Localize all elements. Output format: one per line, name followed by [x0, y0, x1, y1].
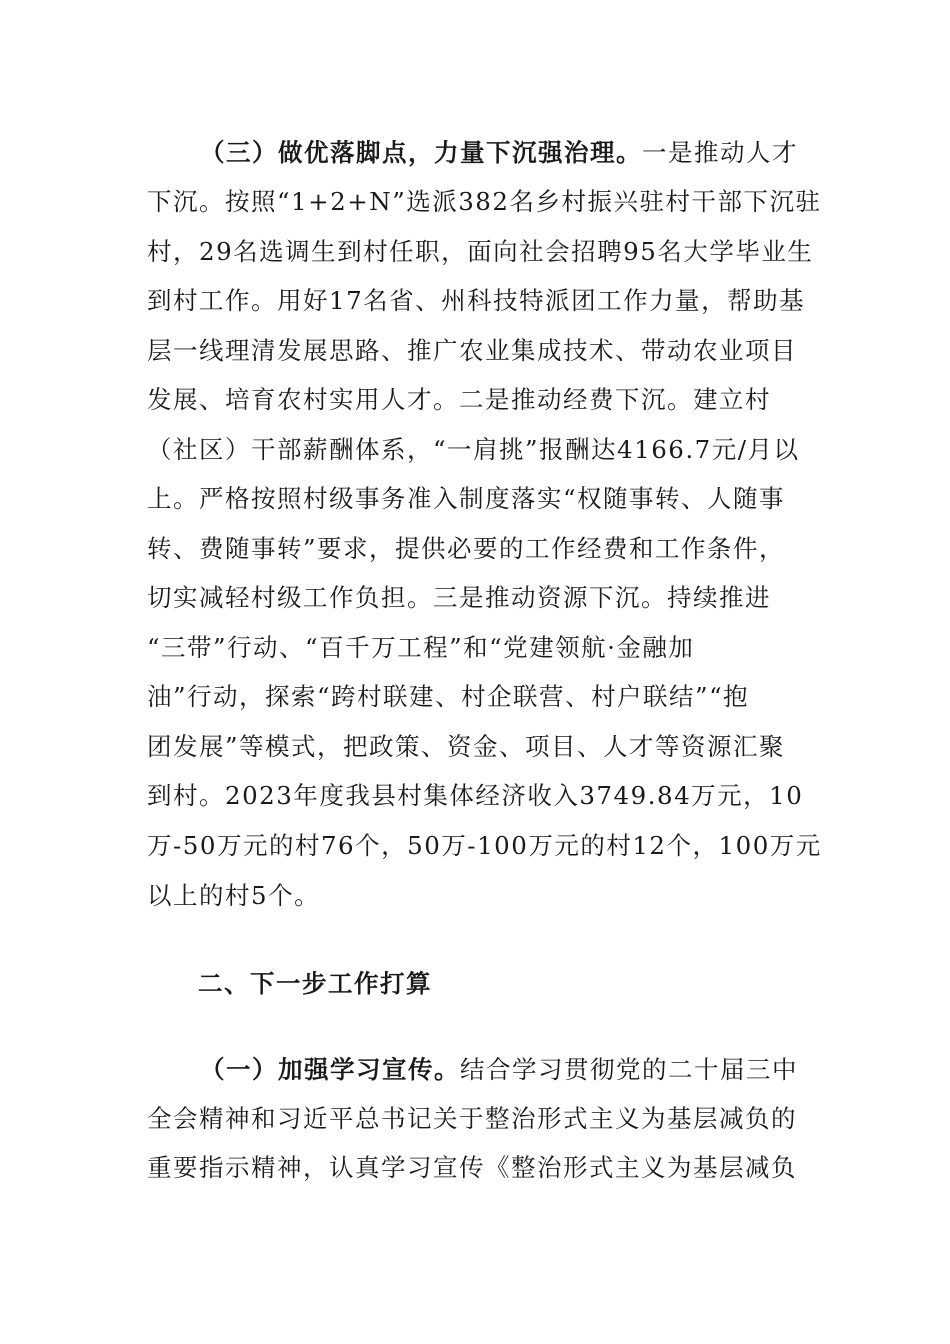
part-heading: 二、下一步工作打算 [198, 969, 432, 998]
paragraph-line: 村，29名选调生到村任职，面向社会招聘95名大学毕业生 [147, 237, 814, 266]
paragraph-line: 发展、培育农村实用人才。二是推动经费下沉。建立村 [147, 385, 771, 414]
paragraph-line: 油”行动，探索“跨村联建、村企联营、村户联结”“抱 [147, 682, 750, 711]
subsection-heading: （一）加强学习宣传。 [200, 1055, 460, 1084]
paragraph-line: 到村工作。用好17名省、州科技特派团工作力量，帮助基 [147, 286, 806, 315]
paragraph-line: 到村。2023年度我县村集体经济收入3749.84万元，10 [147, 781, 804, 810]
paragraph-line: 全会精神和习近平总书记关于整治形式主义为基层减负的 [147, 1104, 797, 1133]
paragraph-line: 重要指示精神，认真学习宣传《整治形式主义为基层减负 [147, 1153, 797, 1182]
paragraph-text: 一是推动人才 [642, 138, 798, 167]
paragraph-line [200, 1054, 798, 1086]
paragraph-line: 转、费随事转”要求，提供必要的工作经费和工作条件， [147, 534, 786, 563]
paragraph-line: “三带”行动、“百千万工程”和“党建领航·金融加 [147, 633, 695, 662]
paragraph-line [200, 137, 798, 169]
paragraph-line: （社区）干部薪酬体系，“一肩挑”报酬达4166.7元/月以 [147, 435, 800, 464]
paragraph-line: 万-50万元的村76个，50万-100万元的村12个，100万元 [147, 831, 822, 860]
paragraph-line: 切实减轻村级工作负担。三是推动资源下沉。持续推进 [147, 583, 771, 612]
paragraph-line: 下沉。按照“1+2+N”选派382名乡村振兴驻村干部下沉驻 [147, 187, 822, 216]
paragraph-line: 以上的村5个。 [147, 881, 321, 910]
paragraph-line: 团发展”等模式，把政策、资金、项目、人才等资源汇聚 [147, 732, 786, 761]
paragraph-line: 上。严格按照村级事务准入制度落实“权随事转、人随事 [147, 484, 786, 513]
section-heading: （三）做优落脚点，力量下沉强治理。 [200, 138, 642, 167]
paragraph-text: 结合学习贯彻党的二十届三中 [460, 1055, 798, 1084]
paragraph-line: 层一线理清发展思路、推广农业集成技术、带动农业项目 [147, 336, 797, 365]
